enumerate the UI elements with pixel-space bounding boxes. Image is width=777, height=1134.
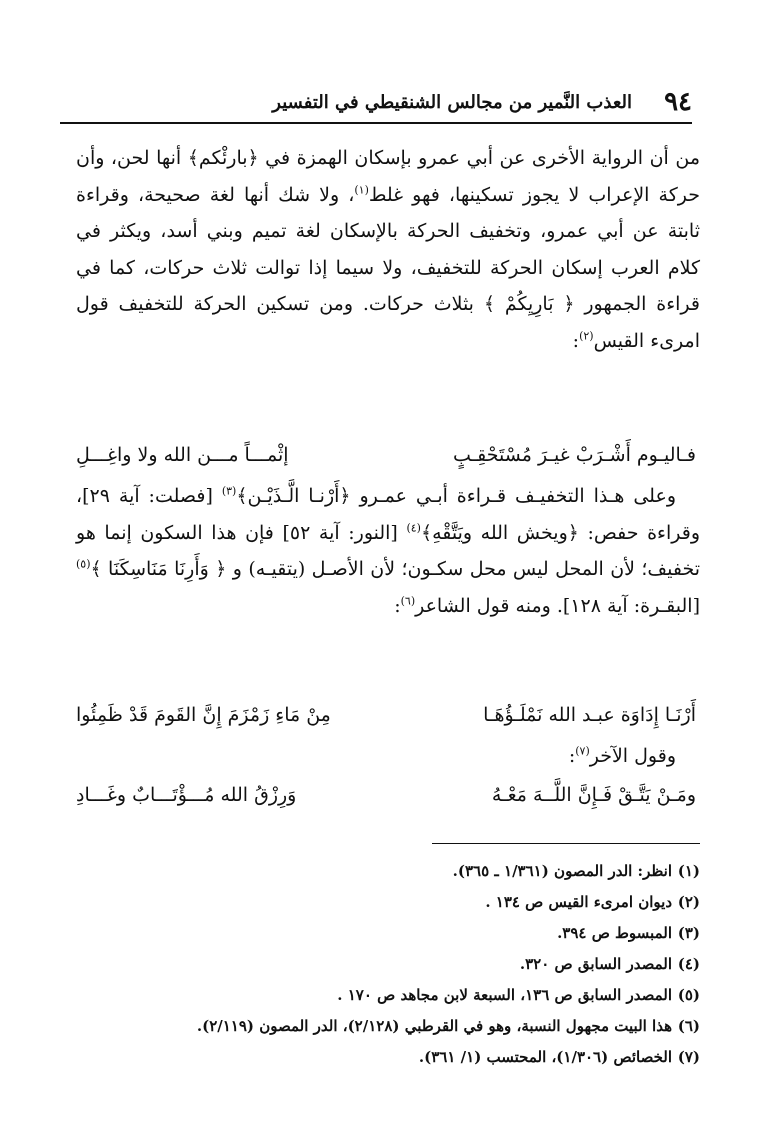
paragraph-3-text	[100, 738, 700, 775]
paragraph-text: ، ولا شك أنها لغة صحيحة، وقراءة ثابتة عن أبي عمرو، وتخفيف الحركة بالإسكان لغة تميم وبني أسد، ويكثر في كلام العرب إسكان الحركة للتخفيف، ولا سيما إذا توالت ثلاث حركات، كما في قراءة الجمهور ﴿ بَارِيِكُمْ ﴾ بثلاث حركات. ومن تسكين الحركة للتخفيف قول امرىء القيس	[76, 183, 700, 352]
verse-first-hemistich: فـاليـوم أَشْـرَبْ غيـرَ مُسْتَحْقِـبٍ	[452, 444, 696, 466]
footnote-text: المصدر السابق ص ٣٢٠.	[519, 955, 672, 973]
footnote-text: الخصائص (١/٣٠٦)، المحتسب (١/ ٣٦١).	[418, 1048, 672, 1066]
footnote-number: (٤)	[677, 955, 700, 973]
paragraph-text: وقول الآخر	[589, 745, 676, 767]
footnote-separator	[432, 843, 700, 844]
footnote-number: (٢)	[677, 893, 700, 911]
footnote-ref-2[interactable]: (٢)	[579, 329, 594, 343]
paragraph-text: :	[568, 745, 576, 767]
footnote-text: ديوان امرىء القيس ص ١٣٤ .	[485, 893, 672, 911]
paragraph-text: [النور: آية ٥٢] فإن هذا السكون إنما هو تخفيف؛ لأن المحل ليس محل سكـون؛ لأن الأصـل (يتقيـه) و ﴿ وَأَرِنَا مَنَاسِكَنَا ﴾	[76, 521, 700, 580]
footnote-number: (٧)	[677, 1048, 700, 1066]
footnote-ref-1[interactable]: (١)	[354, 183, 369, 197]
footnote-ref-5[interactable]: (٥)	[76, 557, 91, 571]
footnote-text: المبسوط ص ٣٩٤.	[557, 924, 672, 942]
footnote-text: المصدر السابق ص ١٣٦، السبعة لابن مجاهد ص ١٧٠ .	[337, 986, 672, 1004]
footnote-text: هذا البيت مجهول النسبة، وهو في القرطبي (٢/١٢٨)، الدر المصون (٢/١١٩).	[196, 1017, 672, 1035]
footnote-item	[80, 980, 700, 1011]
footnote-item	[80, 949, 700, 980]
footnote-item	[80, 1011, 700, 1042]
verse-first-hemistich: أَرْنَـا إِدَاوَة عبـد الله نَمْلَـؤُهَـا	[483, 704, 696, 726]
paragraph-text: من أن الرواية الأخرى عن أبي عمرو بإسكان الهمزة في ﴿بارئْكم﴾ أنها لحن، وأن حركة الإعراب لا يجوز تسكينها، فهو غلط	[76, 147, 700, 206]
verse-3	[76, 778, 696, 812]
footnote-item	[80, 1042, 700, 1073]
footnote-item	[80, 887, 700, 918]
page-header	[60, 86, 692, 124]
paragraph-1	[76, 140, 700, 359]
footnote-ref-7[interactable]: (٧)	[575, 744, 590, 758]
footnotes-list	[80, 856, 700, 1073]
footnote-item	[80, 918, 700, 949]
footnote-ref-3[interactable]: (٣)	[221, 484, 237, 498]
footnote-number: (٦)	[677, 1017, 700, 1035]
footnote-text: انظر: الدر المصون (١/٣٦١ ـ ٣٦٥).	[452, 862, 672, 880]
footnote-ref-6[interactable]: (٦)	[400, 594, 416, 608]
footnote-number: (٣)	[677, 924, 700, 942]
page-number: ٩٤	[664, 87, 692, 117]
verse-first-hemistich: ومَـنْ يَتَّـقْ فَـإِنَّ اللَّــهَ مَعْـهُ	[491, 784, 696, 806]
paragraph-text: [فصلت: آية ٢٩]، وقراءة حفص: ﴿ويخش الله ويَتَّقْهِ﴾	[76, 485, 700, 544]
paragraph-text: :	[394, 594, 401, 617]
paragraph-3	[100, 738, 700, 775]
paragraph-2	[76, 478, 700, 624]
footnote-number: (٥)	[677, 986, 700, 1004]
footnote-ref-4[interactable]: (٤)	[406, 521, 421, 535]
footnote-item	[80, 856, 700, 887]
footnote-number: (١)	[677, 862, 700, 880]
main-paragraph	[76, 140, 700, 359]
verse-second-hemistich: إثْمـــاً مـــن الله ولا واغِـــلِ	[76, 444, 289, 466]
paragraph-text: وعلى هـذا التخفيـف قـراءة أبـي عمـرو ﴿أَرْنـا الَّـذَيْـن﴾	[236, 485, 676, 507]
verse-second-hemistich: وَرِزْقُ الله مُـــؤْتَـــابٌ وغَـــادِ	[76, 784, 297, 806]
verse-second-hemistich: مِنْ مَاءِ زَمْزَمَ إِنَّ القَومَ قَدْ ظَمِئُوا	[76, 704, 331, 726]
running-title: العذب النَّمير من مجالس الشنقيطي في التفسير	[272, 92, 632, 113]
paragraph-2-text	[76, 478, 700, 624]
verse-2	[76, 698, 696, 732]
verse-1	[76, 438, 696, 472]
paragraph-text: :	[572, 329, 580, 352]
paragraph-text: [البقـرة: آية ١٢٨]. ومنه قول الشاعر	[415, 594, 700, 617]
